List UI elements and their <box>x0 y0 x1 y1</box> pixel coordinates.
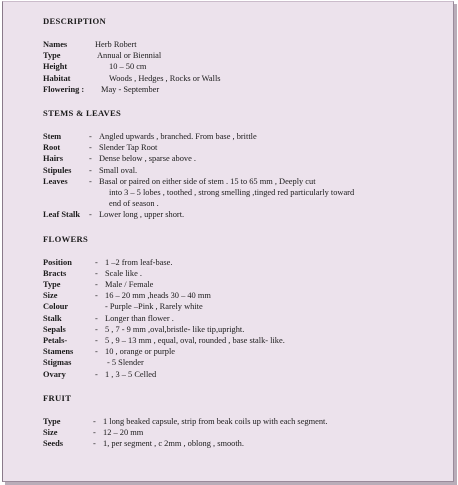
field-separator: - <box>93 428 96 438</box>
field-value: 12 – 20 mm <box>103 428 144 438</box>
field-value: 5 , 9 – 13 mm , equal, oval, rounded , base stalk- like. <box>105 336 285 346</box>
description-row-flowering <box>43 84 451 95</box>
field-value: Annual or Biennial <box>97 51 162 61</box>
field-separator: - <box>93 416 96 426</box>
description-row-habitat <box>43 73 451 84</box>
field-value: Woods , Hedges , Rocks or Walls <box>109 73 221 83</box>
field-separator: - <box>95 324 98 334</box>
description-row-type <box>43 50 451 61</box>
field-key: Size <box>43 428 58 438</box>
flowers-heading: FLOWERS <box>43 233 89 244</box>
field-value <box>99 176 451 210</box>
field-key: Sepals <box>43 324 66 334</box>
description-section <box>43 16 451 95</box>
flowers-row-type <box>43 279 451 290</box>
field-separator: - <box>89 143 92 153</box>
field-key: Petals- <box>43 336 68 346</box>
fruit-heading: FRUIT <box>43 392 72 403</box>
field-value: Dense below , sparse above . <box>99 154 196 164</box>
stems-row-root <box>43 142 451 153</box>
field-separator: - <box>95 313 98 323</box>
field-key: Hairs <box>43 154 64 164</box>
page-shadow-right <box>454 4 457 484</box>
field-value: 1, per segment , c 2mm , oblong , smooth. <box>103 439 244 449</box>
field-value: 1 , 3 – 5 Celled <box>105 369 157 379</box>
leaves-line-3: end of season . <box>109 199 159 209</box>
field-value: 16 – 20 mm ,heads 30 – 40 mm <box>105 291 211 301</box>
fruit-row-type <box>43 416 451 427</box>
field-key: Size <box>43 291 58 301</box>
field-value: Scale like . <box>105 268 142 278</box>
field-separator: - <box>95 369 98 379</box>
document-page <box>2 1 454 482</box>
field-value: 5 , 7 - 9 mm ,oval,bristle- like tip,upright. <box>105 324 245 334</box>
field-value: 10 – 50 cm <box>109 62 147 72</box>
leaves-line-1: Basal or paired on either side of stem . 15 to 65 mm , Deeply cut <box>99 176 316 186</box>
field-key: Seeds <box>43 439 64 449</box>
flowers-row-sepals <box>43 324 451 335</box>
field-separator: - <box>95 280 98 290</box>
field-key: Type <box>43 280 61 290</box>
flowers-row-stalk <box>43 313 451 324</box>
field-key: Height <box>43 62 68 72</box>
field-separator: - <box>95 291 98 301</box>
field-key: Habitat <box>43 73 71 83</box>
field-key: Stipules <box>43 165 72 175</box>
flowers-row-bracts <box>43 268 451 279</box>
description-row-height <box>43 61 451 72</box>
field-value: Herb Robert <box>95 40 137 49</box>
field-separator: - <box>89 176 92 186</box>
flowers-row-position <box>43 257 451 268</box>
field-value: 10 , orange or purple <box>105 347 176 357</box>
fruit-section <box>43 393 451 450</box>
field-key: Leaves <box>43 176 68 186</box>
description-row-names <box>43 39 451 50</box>
field-key: Flowering : <box>43 84 85 94</box>
document-content <box>43 16 451 449</box>
description-heading: DESCRIPTION <box>43 16 106 26</box>
field-value: 1 –2 from leaf-base. <box>105 257 173 267</box>
field-separator: - <box>95 336 98 346</box>
field-value: Male / Female <box>105 280 154 290</box>
field-separator: - <box>95 268 98 278</box>
field-value: - Purple –Pink , Rarely white <box>105 302 203 312</box>
stems-row-hairs <box>43 153 451 164</box>
stems-leaves-heading: STEMS & LEAVES <box>43 108 122 119</box>
field-separator: - <box>95 347 98 357</box>
fruit-row-size <box>43 427 451 438</box>
flowers-row-size <box>43 290 451 301</box>
field-value: Slender Tap Root <box>99 143 158 153</box>
field-key: Ovary <box>43 369 66 379</box>
field-key: Root <box>43 143 61 153</box>
field-separator: - <box>95 257 98 267</box>
stems-row-leaves <box>43 176 451 210</box>
flowers-row-colour <box>43 301 451 312</box>
field-value: Small oval. <box>99 165 138 175</box>
stems-leaves-section <box>43 108 451 221</box>
field-key: Names <box>43 40 68 49</box>
field-key: Stamens <box>43 347 74 357</box>
field-key: Type <box>43 416 61 426</box>
field-separator: - <box>89 210 92 220</box>
stems-row-leaf-stalk <box>43 209 451 220</box>
field-value: Longer than flower . <box>105 313 174 323</box>
field-key: Leaf Stalk <box>43 210 80 220</box>
field-key: Position <box>43 257 72 267</box>
flowers-row-petals <box>43 335 451 346</box>
leaves-line-2: into 3 – 5 lobes , toothed , strong smelling ,tinged red particularly toward <box>109 188 355 198</box>
flowers-row-stamens <box>43 346 451 357</box>
field-value: 1 long beaked capsule, strip from beak coils up with each segment. <box>103 416 328 426</box>
field-value: May - September <box>101 84 160 94</box>
flowers-row-stigmas <box>43 357 451 368</box>
field-key: Stem <box>43 132 62 142</box>
field-key: Type <box>43 51 61 61</box>
field-key: Stalk <box>43 313 62 323</box>
field-value: Lower long , upper short. <box>99 210 185 220</box>
field-separator: - <box>89 154 92 164</box>
field-separator: - <box>89 165 92 175</box>
field-value: Angled upwards , branched. From base , brittle <box>99 132 257 142</box>
flowers-row-ovary <box>43 369 451 380</box>
field-key: Bracts <box>43 268 67 278</box>
field-key: Stigmas <box>43 358 72 368</box>
stems-row-stipules <box>43 165 451 176</box>
fruit-row-seeds <box>43 438 451 449</box>
stems-row-stem <box>43 131 451 142</box>
field-key: Colour <box>43 302 69 312</box>
field-separator: - <box>89 132 92 142</box>
field-value: - 5 Slender <box>107 358 144 368</box>
flowers-section <box>43 234 451 380</box>
field-separator: - <box>93 439 96 449</box>
